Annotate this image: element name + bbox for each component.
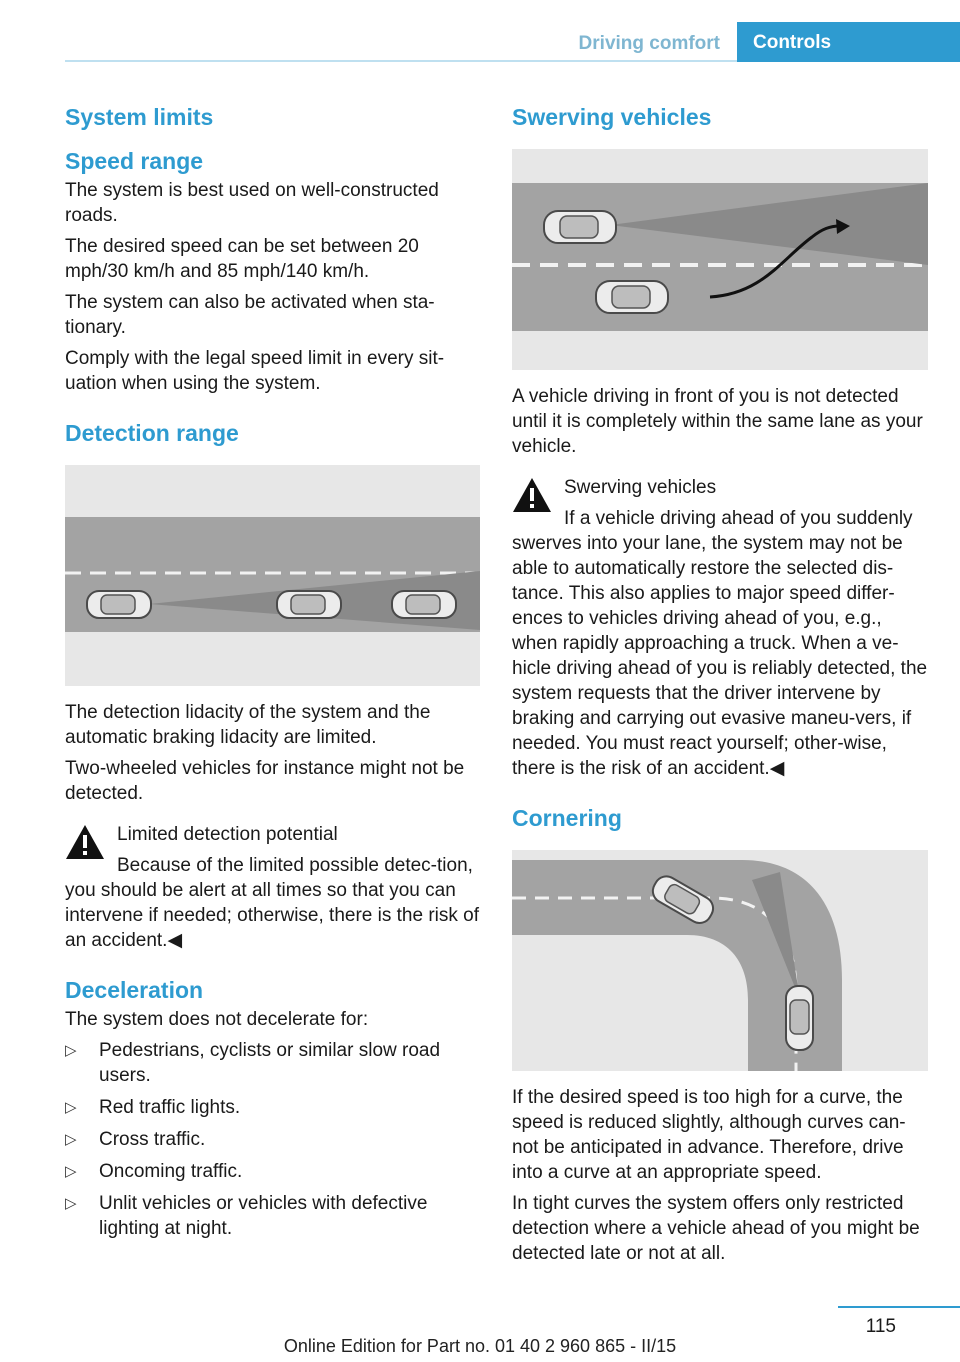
warning-body: If a vehicle driving ahead of you suddenly swerves into your lane, the system may not be able to automatically restore the selected dis‐tance. This also applies to major speed differ‐ences to vehicles driving ahead of you, e.g., when rapidly approaching a truck. When a ve‐hicle driving ahead of you is reliably detected, the system requests that the driver intervene by braking and carrying out evasive maneu‐vers, if needed. You must react yourself; other‐wise, there is the risk of an accident.◀	[512, 508, 928, 779]
footer-rule	[838, 1306, 960, 1308]
left-column	[65, 100, 480, 1248]
warning-limited-detection	[65, 822, 480, 953]
heading-deceleration: Deceleration	[65, 977, 204, 1003]
speed-range-paragraph-4: Comply with the legal speed limit in every sit‐uation when using the system.	[65, 348, 445, 394]
footer-edition: Online Edition for Part no. 01 40 2 960 865 - II/15	[283, 1336, 677, 1356]
bullet-triangle-icon: ▷	[65, 1195, 77, 1212]
heading-cornering: Cornering	[512, 805, 622, 831]
warning-title: Swerving vehicles	[564, 477, 717, 498]
warning-body: Because of the limited possible detec‐tion, you should be alert at all times so that you can intervene if needed; otherwise, there is the risk of an accident.◀	[65, 855, 480, 951]
heading-swerving-vehicles: Swerving vehicles	[512, 104, 712, 130]
page-number: 115	[865, 1316, 896, 1337]
warning-triangle-icon	[65, 824, 105, 860]
list-item: ▷ Oncoming traffic.	[65, 1161, 243, 1182]
speed-range-paragraph-2: The desired speed can be set between 20 mph/30 km/h and 85 mph/140 km/h.	[65, 236, 419, 282]
detection-range-illustration	[65, 465, 480, 686]
car-swerving	[596, 281, 668, 313]
warning-title: Limited detection potential	[117, 824, 338, 845]
list-item: ▷ Red traffic lights.	[65, 1097, 241, 1118]
deceleration-list	[65, 1038, 480, 1241]
swerving-vehicles-illustration	[512, 149, 928, 370]
bullet-triangle-icon: ▷	[65, 1099, 77, 1116]
cornering-illustration	[512, 850, 928, 1071]
warning-swerving-vehicles	[512, 475, 930, 781]
car-own	[87, 591, 151, 618]
car-ahead-2	[392, 591, 456, 618]
list-item: ▷ Pedestrians, cyclists or similar slow road users.	[65, 1040, 441, 1086]
detection-paragraph-2: Two-wheeled vehicles for instance might not be detected.	[65, 758, 465, 804]
cornering-paragraph-1: If the desired speed is too high for a curve, the speed is reduced slightly, although curves can‐not be anticipated in advance. Therefore, drive into a curve at an appropriate speed.	[512, 1087, 906, 1183]
speed-range-paragraph-1: The system is best used on well-constructed roads.	[65, 180, 439, 226]
list-item: ▷ Cross traffic.	[65, 1129, 206, 1150]
bullet-triangle-icon: ▷	[65, 1131, 77, 1148]
header-section-title: Driving comfort	[578, 33, 720, 54]
swerving-paragraph-1: A vehicle driving in front of you is not detected until it is completely within the same lane as your vehicle.	[512, 386, 923, 457]
header-chapter-tab: Controls	[737, 22, 960, 62]
speed-range-paragraph-3: The system can also be activated when sta‐tionary.	[65, 292, 435, 338]
bullet-triangle-icon: ▷	[65, 1163, 77, 1180]
car-own	[786, 986, 813, 1050]
heading-speed-range: Speed range	[65, 148, 204, 174]
heading-system-limits: System limits	[65, 104, 214, 130]
car-ahead-1	[277, 591, 341, 618]
right-column	[512, 100, 930, 1272]
heading-detection-range: Detection range	[65, 420, 239, 446]
cornering-paragraph-2: In tight curves the system offers only restricted detection where a vehicle ahead of you might be detected late or not at all.	[512, 1193, 920, 1264]
warning-triangle-icon	[512, 477, 552, 513]
car-own	[544, 211, 616, 243]
detection-paragraph-1: The detection lidacity of the system and the automatic braking lidacity are limited.	[65, 702, 431, 748]
list-item: ▷ Unlit vehicles or vehicles with defective lighting at night.	[65, 1193, 428, 1239]
deceleration-intro: The system does not decelerate for:	[65, 1009, 369, 1030]
bullet-triangle-icon: ▷	[65, 1042, 77, 1059]
